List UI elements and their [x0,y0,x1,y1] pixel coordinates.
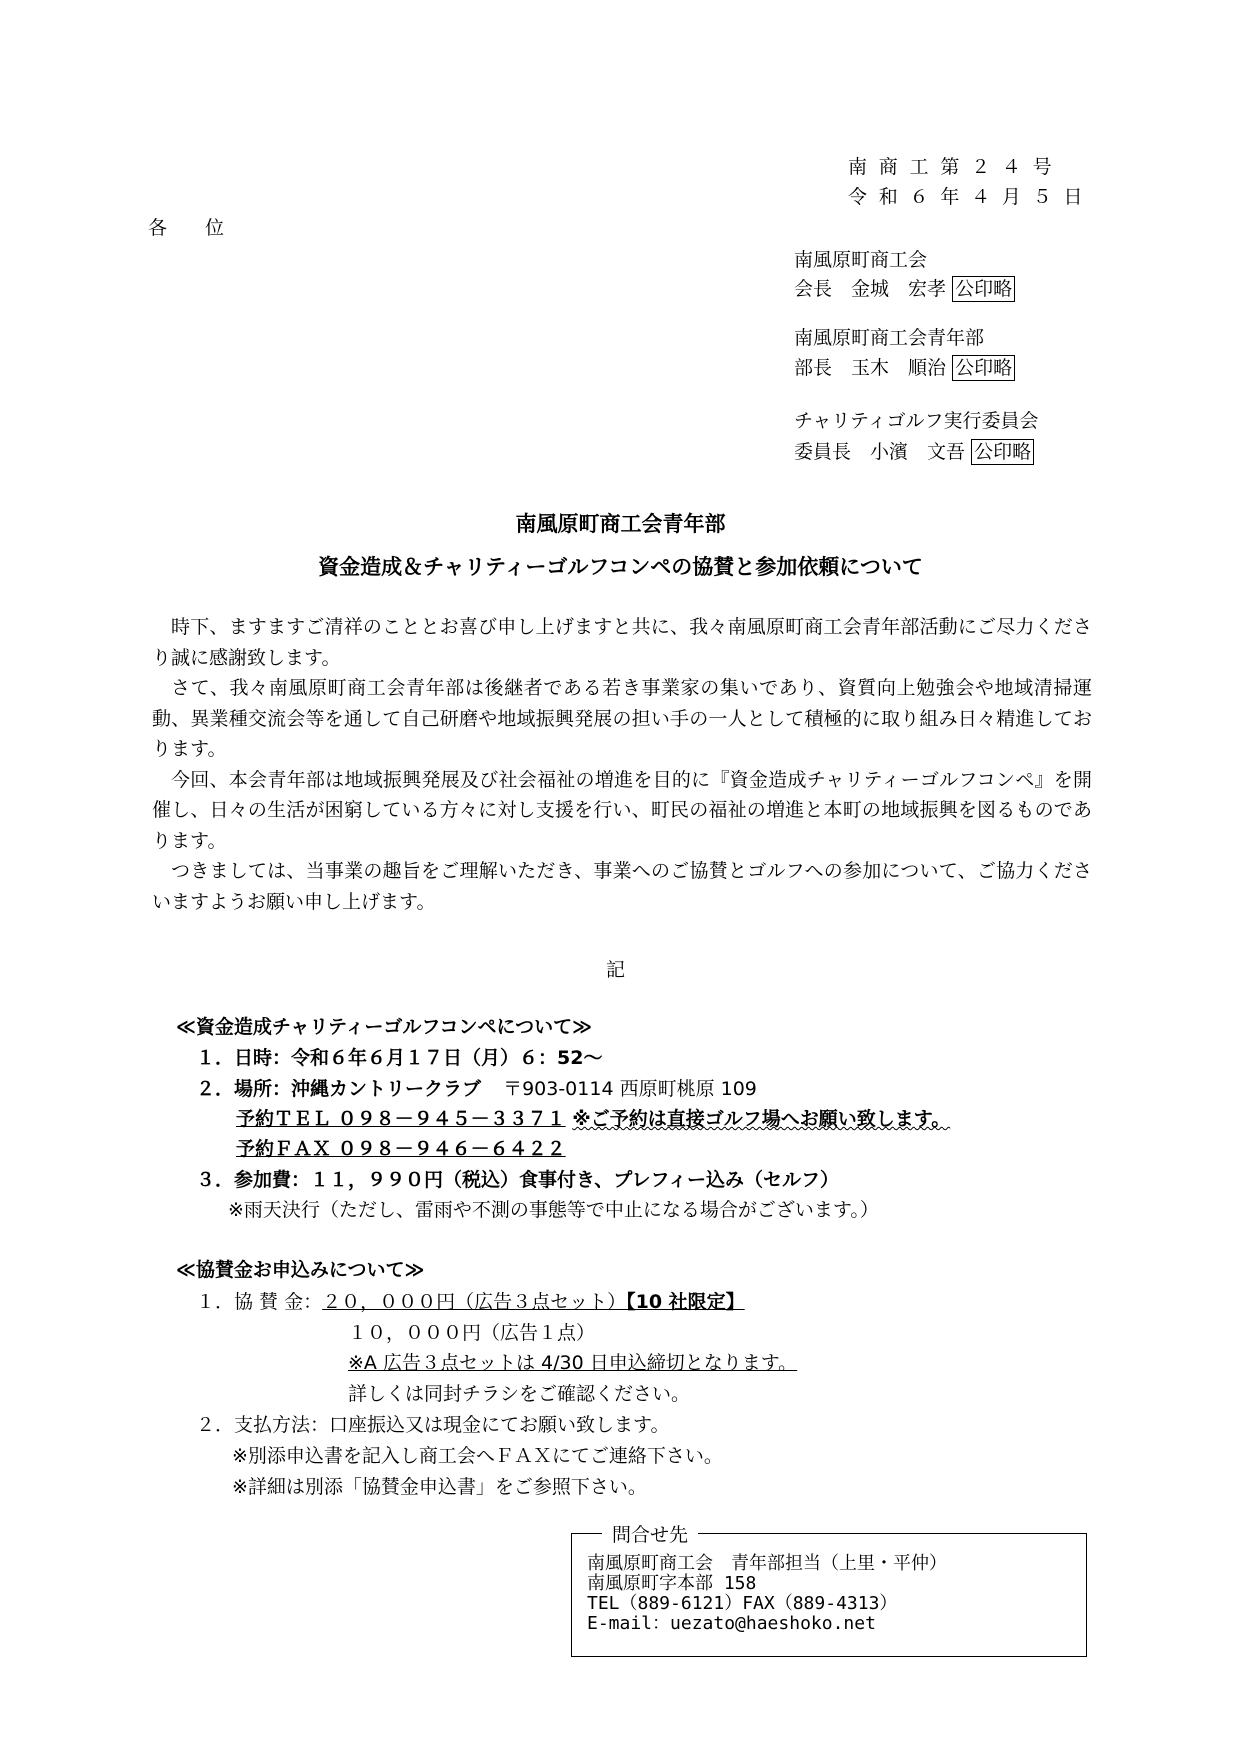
golf-venue-label: ２．場所：沖縄カントリークラブ [196,1078,482,1100]
ki-marker: 記 [606,959,626,981]
fax-note: ※別添申込書を記入し商工会へＦＡＸにてご連絡下さい。 [232,1445,723,1467]
sponsorship-limit: 【10 社限定】 [626,1291,745,1313]
contact-lines [587,1554,947,1634]
detail-note: ※詳細は別添「協賛金申込書」をご参照下さい。 [232,1476,647,1498]
sponsorship-detail: 詳しくは同封チラシをご確認ください。 [348,1383,691,1405]
reservation-fax: 予約ＦＡＸ ０９８－９４６－６４２２ [236,1138,566,1160]
title-line-1: 南風原町商工会青年部 [515,512,726,536]
seal-omitted-label: 公印略 [971,439,1034,465]
sender-org-1: 南風原町商工会 [794,249,928,271]
section-1-heading: ≪資金造成チャリティーゴルフコンペについて≫ [176,1016,592,1038]
section-2-heading: ≪協賛金お申込みについて≫ [176,1259,425,1281]
reservation-note: ※ご予約は直接ゴルフ場へお願い致します。 [572,1108,951,1130]
title-line-2: 資金造成＆チャリティーゴルフコンペの協賛と参加依頼について [318,555,923,579]
sponsorship-fee [196,1287,745,1314]
sender-person-1 [794,274,1015,301]
sender-name: 会長 金城 宏孝 [794,278,947,300]
body-paragraph: 今回、本会青年部は地域振興発展及び社会福祉の増進を目的に『資金造成チャリティーゴルフコンペ』を開催し、日々の生活が困窮している方々に対し支援を行い、町民の福祉の増進と本町の地域振興を図るものであります。 [152,768,1092,852]
seal-omitted-label: 公印略 [952,355,1015,381]
golf-venue [196,1074,757,1101]
golf-venue-address: 〒903-0114 西原町桃原 109 [503,1078,757,1100]
addressee: 各 位 [148,217,225,239]
sender-org-2: 南風原町商工会青年部 [794,327,985,349]
reservation-tel [236,1104,950,1131]
reservation-tel-number: 予約ＴＥＬ ０９８－９４５－３３７１ [236,1108,566,1130]
body-paragraph: つきましては、当事業の趣旨をご理解いただき、事業へのご協賛とゴルフへの参加について、ご協力くださいますようお願い申し上げます。 [152,860,1092,913]
body-text [152,612,1092,917]
contact-org: 南風原町商工会 青年部担当（上里・平仲） [587,1553,947,1574]
participation-fee: ３．参加費：１１，９９０円（税込）食事付き、プレフィー込み（セルフ） [196,1169,839,1191]
sponsorship-deadline: ※A 広告３点セットは 4/30 日申込締切となります。 [348,1352,798,1374]
contact-title: 問合せ先 [602,1520,698,1547]
sponsorship-fee-label: １．協 賛 金： [196,1291,323,1313]
document-number: 南商工第２４号 [848,156,1064,178]
sender-org-3: チャリティゴルフ実行委員会 [794,410,1039,432]
body-paragraph: さて、我々南風原町商工会青年部は後継者である若き事業家の集いであり、資質向上勉強会や地域清掃運動、異業種交流会等を通して自己研磨や地域振興発展の担い手の一人として積極的に取り組み日々精進しております。 [152,677,1092,760]
rain-note: ※雨天決行（ただし、雷雨や不測の事態等で中止になる場合がございます。） [228,1199,879,1221]
contact-email[interactable]: E-mail：uezato@haeshoko.net [587,1613,876,1634]
sender-name: 部長 玉木 順治 [794,357,947,379]
seal-omitted-label: 公印略 [952,276,1015,302]
body-paragraph: 時下、ますますご清祥のこととお喜び申し上げますと共に、我々南風原町商工会青年部活動にご尽力くださり誠に感謝致します。 [152,616,1092,669]
document-date: 令和６年４月５日 [848,186,1095,208]
payment-method: ２．支払方法：口座振込又は現金にてお願い致します。 [196,1414,670,1436]
sender-person-2 [794,353,1015,380]
contact-address: 南風原町字本部 158 [587,1573,757,1594]
sponsorship-fee-value: ２０，０００円（広告３点セット） [322,1291,627,1313]
golf-datetime: １．日時：令和６年６月１７日（月）６：52～ [196,1047,603,1069]
contact-phone-fax: TEL（889-6121）FAX（889-4313） [587,1593,898,1614]
contact-box [571,1524,1087,1657]
sender-name: 委員長 小濱 文吾 [794,441,966,463]
sponsorship-fee-2: １０，０００円（広告１点） [348,1322,596,1344]
sender-person-3 [794,437,1034,464]
